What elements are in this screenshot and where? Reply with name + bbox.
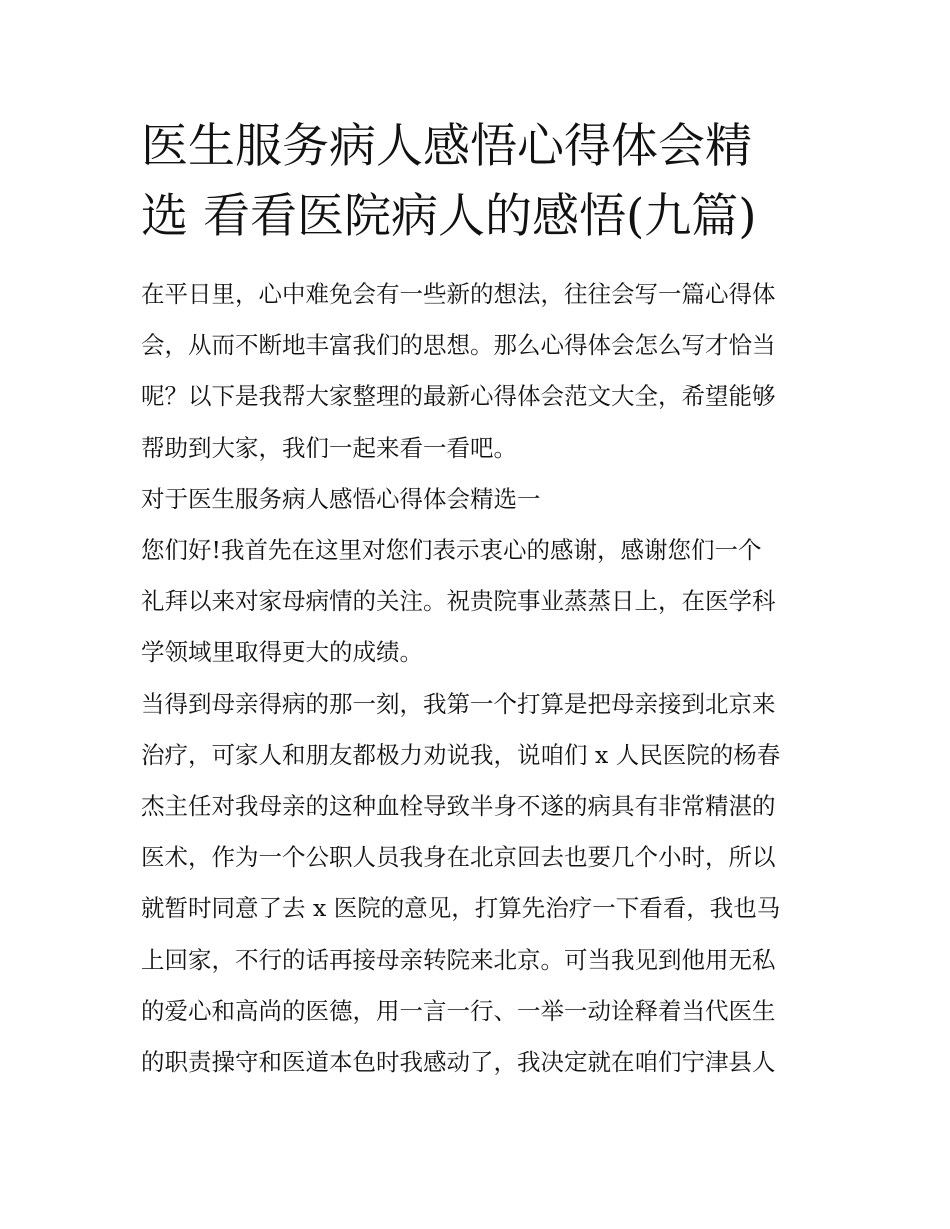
text-line: 对于医生服务病人感悟心得体会精选一 [141, 484, 541, 513]
document-title [141, 112, 811, 252]
text-line: 学领域里取得更大的成绩。 [141, 638, 423, 667]
section-heading [141, 474, 811, 525]
text-line: 礼拜以来对家母病情的关注。祝贵院事业蒸蒸日上，在医学科 [141, 587, 776, 616]
title-line: 医生服务病人感悟心得体会精 [141, 119, 752, 174]
document-body [141, 269, 811, 1088]
text-line: 在平日里，心中难免会有一些新的想法，往往会写一篇心得体 [141, 280, 776, 308]
text-line: 的职责操守和医道本色时我感动了，我决定就在咱们宁津县人 [141, 1048, 776, 1077]
text-line: 杰主任对我母亲的这种血栓导致半身不遂的病具有非常精湛的 [141, 792, 776, 821]
text-line: 呢？以下是我帮大家整理的最新心得体会范文大全，希望能够 [141, 382, 776, 411]
text-line: 您们好!我首先在这里对您们表示衷心的感谢，感谢您们一个 [141, 536, 762, 565]
document-page [141, 112, 811, 1088]
text-line: 医术，作为一个公职人员我身在北京回去也要几个小时，所以 [141, 843, 776, 872]
intro-paragraph [141, 269, 811, 474]
text-line: 治疗，可家人和朋友都极力劝说我，说咱们 x 人民医院的杨春 [141, 740, 781, 769]
text-line: 就暂时同意了去 x 医院的意见，打算先治疗一下看看，我也马 [141, 894, 781, 923]
body-paragraph [141, 679, 811, 1089]
text-line: 会，从而不断地丰富我们的思想。那么心得体会怎么写才恰当 [141, 331, 776, 360]
body-paragraph [141, 525, 811, 679]
text-line: 上回家，不行的话再接母亲转院来北京。可当我见到他用无私 [141, 945, 776, 974]
text-line: 帮助到大家，我们一起来看一看吧。 [141, 433, 517, 462]
text-line: 当得到母亲得病的那一刻，我第一个打算是把母亲接到北京来 [141, 689, 776, 718]
text-line: 的爱心和高尚的医德，用一言一行、一举一动诠释着当代医生 [141, 996, 776, 1025]
title-line: 选 看看医院病人的感悟(九篇) [141, 189, 757, 244]
